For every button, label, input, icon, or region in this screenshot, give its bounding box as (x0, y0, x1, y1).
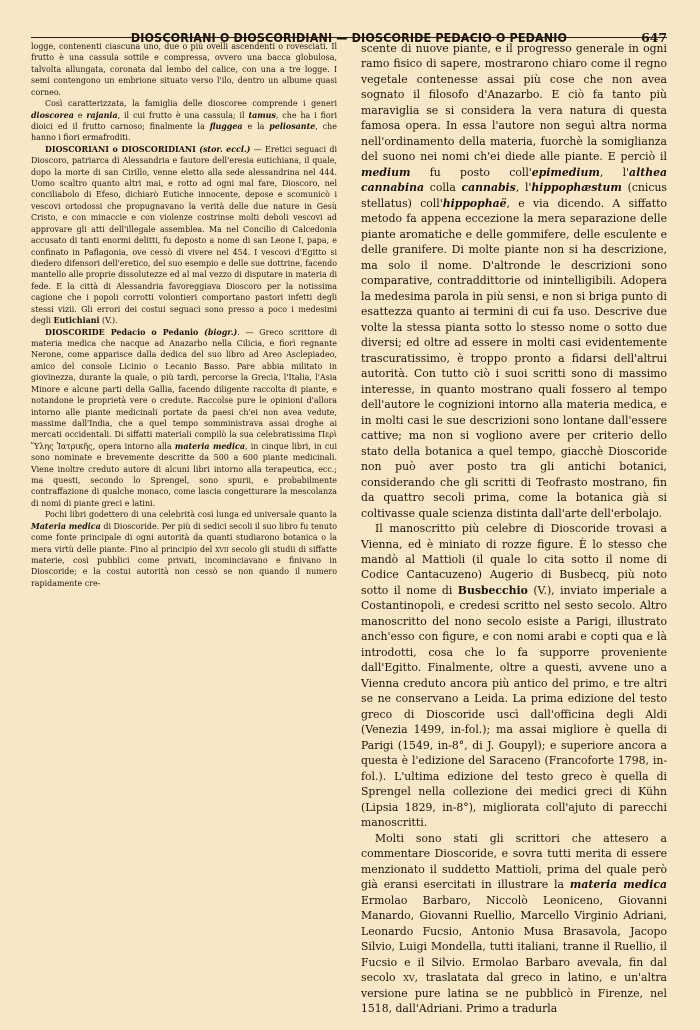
text-run: peliosante (269, 121, 316, 131)
text-run: secolo gli studii di siffatte materie, così pubblici come privati, incominciavano e finivano in Dioscoride; e la costui autorità non cessò se non quando il numero rapidamente cre- (31, 544, 337, 588)
right-column (361, 41, 667, 1017)
running-header (31, 0, 667, 45)
text-run: fluggea (209, 121, 243, 131)
entry-dioscoride (31, 327, 337, 510)
text-run: xv (403, 971, 415, 985)
text-run: medium (361, 165, 411, 179)
text-run: (V.). (99, 316, 118, 326)
text-run: , traslatata dal greco in latino, e un'altra versione pure latina se ne pubblicò in Firenze, nel 1518, dall'Adriani. Primo a tradurla (361, 971, 667, 1016)
text-run: rajania (86, 110, 118, 120)
text-run: Così caratterizzata, la famiglia delle dioscoree comprende i generi (45, 99, 337, 109)
text-run: , il cui frutto è una cassula; il (117, 110, 249, 120)
text-run: (stor. eccl.) (199, 144, 251, 154)
running-title: DIOSCORIANI O DIOSCORIDIANI — DIOSCORIDE PEDACIO O PEDANIO (130, 30, 568, 45)
text-run: e (73, 110, 87, 120)
text-run: scente di nuove piante, e il progresso generale in ogni ramo fisico di sapere, mostrarono chiaro come il regno vegetale contenesse assai più cose che non avea sognato il filosofo d'Anazarbo. E ciò fa tanto più maraviglia se si considera la vera natura di questa famosa opera. In essa l'autore non seguì altra norma nell'ordinamento della materia, fuorchè la somiglianza del suono nei nomi ch'ei diede alle piante. E perciò il (361, 42, 667, 164)
text-run: Il manoscritto più celebre di Dioscoride trovasi a Vienna, ed è miniato di rozze figure. È lo stesso che mandò al Mattioli (il quale lo cita sotto il nome di Codice Cantacuzeno) Augerio di Busbecq, più noto sotto il nome di (361, 522, 667, 597)
text-run: dioscorea (31, 110, 74, 120)
text-run: hippophaë (442, 196, 507, 210)
text-run: materia medica (569, 878, 668, 892)
text-run: epimedium (531, 165, 600, 179)
cross-reference: Busbecchio (457, 583, 528, 597)
left-column (31, 41, 337, 1017)
text-run: fu posto coll' (410, 165, 532, 179)
text-run: , l' (515, 181, 532, 195)
text-run: cannabis (461, 181, 516, 195)
text-run: , che hanno i fiori ermafroditi. (31, 121, 337, 143)
text-run: Molti sono stati gli scrittori che attesero a commentare Dioscoride, e sovra tutti merita di essere menzionato il suddetto Mattioli, prima del quale però già eransi esercitati in illustrare la (361, 831, 667, 892)
paragraph (361, 521, 667, 831)
greek-title: Περὶ Ὕλης Ἰατρικῆς (31, 430, 337, 451)
text-run: , opera intorno alla (92, 441, 175, 451)
paragraph (361, 41, 667, 521)
text-run: Ermolao Barbaro, Niccolò Leoniceno, Giovanni Manardo, Giovanni Ruellio, Marcello Virginio Adriani, Leonardo Fucsio, Antonio Musa Brasavola, Jacopo Silvio, Luigi Mondella, tutti italiani, tranne il Ruellio, il Fucsio e il Silvio. Ermolao Barbaro avevala, fin dal secolo (361, 893, 667, 985)
text-run: (biogr.) (204, 327, 238, 337)
text-run: (cnicus stellatus) coll' (361, 181, 667, 210)
page-number: 647 (641, 30, 667, 45)
paragraph (361, 831, 667, 1017)
cross-reference: Eutichiani (53, 316, 100, 326)
text-run: hippophæstum (531, 181, 622, 195)
text-run: di Dioscoride. Per più di sedici secoli il suo libro fu tenuto come fonte principale di ogni autorità da quanti studiarono botanica o la mera virtù delle piante. Fino al principio del (31, 521, 338, 554)
text-run: . — Greco scrittore di materia medica che nacque ad Anazarbo nella Cilicia, e fiorì regnante Nerone, come apparisce dalla dedica del suo libro ad Areo Asclepiadeo, amico del console Licinio o Lecanio Basso. Pare abbia militato in giovinezza, durante la quale, o più tardi, percorse la Grecia, l'Italia, l'Asia Minore e alcune parti della Gallia, facendo diligente raccolta di piante, e notandone le proprietà vere o credute. Raccolse pure le opinioni d'allora intorno alle piante medicinali portate da paesi ch'ei non avea vedute, massime dall'India, che a quel tempo somministrava assai droghe ai mercati occidentali. Di siffatti materiali compilò la sua celebratissima (31, 327, 337, 440)
text-run: , l' (599, 165, 630, 179)
text-run: Materia medica (31, 521, 101, 531)
entry-dioscoriani (31, 144, 337, 327)
text-run: , che ha i fiori dioici ed il frutto carnoso; finalmente la (31, 110, 337, 131)
text-run: Pochi libri godettero di una celebrità così lunga ed universale quanto la (45, 510, 337, 520)
paragraph (31, 98, 337, 144)
text-run: (V.), inviato imperiale a Costantinopoli, e credesi scritto nel sesto secolo. Altro manoscritto del nono secolo esiste a Parigi, illustrato anch'esso con figure, e con nomi arabi e copti qua e là introdotti, cosa che lo fa supporre proveniente dall'Egitto. Finalmente, oltre a questi, avvene uno a Vienna creduto ancora più antico del primo, e tre altri se ne conservano a Leida. La prima edizione del testo greco di Dioscoride uscì dall'officina degli Aldi (Venezia 1499, in-fol.); ma assai migliore è quella di Parigi (1549, in-8°, di J. Goupyl); e superiore ancora a questa è l'edizione del Saraceno (Francoforte 1798, in-fol.). L'ultima edizione del testo greco è quella di Sprengel nella collezione dei medici greci di Kühn (Lipsia 1829, in-8°), migliorata coll'ajuto di parecchi manoscritti. (361, 583, 667, 830)
text-run: logge, contenenti ciascuna uno, due o più ovelli ascendenti o rovesciati. Il frutto è una cassula sottile e compressa, ovvero una bacca globulosa, talvolta allungata, coronata dal lembo del calice, con una a tre logge. I semi contengono un embrione situato verso l'ilo, dentro un albume quasi corneo. (31, 42, 337, 97)
text-run: tamus (248, 110, 276, 120)
paragraph (31, 509, 337, 589)
text-run: xvii (215, 544, 229, 554)
text-run: — Eretici seguaci di Dioscoro, patriarca di Alessandria e fautore dell'eresia eutichiana, il quale, dopo la morte di san Cirillo, venne eletto alla sede alessandrina nel 444. Uomo scaltro quanto altri mai, e rotto ad ogni mal fare, Dioscoro, nel conciliabolo di Efeso, dichiarò Eutiche innocente, depose e scomunicò i vescovi ortodossi che propugnavano la verità delle due nature in Gesù Cristo, e con minaccie e con violenze costrinse molti deboli vescovi ad approvare gli atti dell'illegale assemblea. Ma nel Concilio di Calcedonia accusato di tanti enormi delitti, fu deposto a nome di san Leone I, papa, e confinato in Paflagonia, ove cessò di vivere nel 454. I vescovi d'Egitto si diedero difensori dell'eretico, del suo esempio e delle sue dottrine, facendo mantello alle proprie dissolutezze ed al mal vezzo di disputare in materia di fede. E la città di Alessandria favoreggiava Dioscoro per la notissima cagione che i popoli corrotti volontieri comportano pastori infetti degli stessi vizii. Gli errori dei costui seguaci sono presso a poco i medesimi degli (31, 144, 337, 326)
text-run: , in cinque libri, in cui sono nominate e brevemente descritte da 500 a 600 piante medicinali. Viene inoltre creduto autore di alcuni libri intorno alla terapeutica, ecc.; ma questi, secondo lo Sprengel, sono spurii, e probabilmente contraffazione di qualche monaco, come lascia congetturare la mescolanza di nomi di piante greci e latini. (31, 441, 338, 508)
entry-headword: DIOSCORIDE Pedacio o Pedanio (45, 327, 199, 337)
entry-headword: DIOSCORIANI o DIOSCORIDIANI (45, 144, 196, 154)
text-run: materia medica (174, 441, 245, 451)
paragraph (31, 41, 337, 98)
text-run: e la (242, 121, 270, 131)
text-run: althea cannabina (361, 165, 668, 195)
text-run: colla (424, 181, 462, 195)
text-columns (31, 41, 667, 1017)
text-run: , e via dicendo. A siffatto metodo fa appena eccezione la mera separazione delle piante aromatiche e delle gommifere, delle esculente e delle granifere. Di molte piante non si ha descrizione, ma solo il nome. D'altronde le descrizioni sono comparative, contraddittorie od inintelligibili. Adopera la medesima parola in più sensi, e non si briga punto di esattezza quanto ai termini di cui fa uso. Descrive due volte la stessa pianta sotto lo stesso nome o sotto due diversi; ed oltre ad essere in molti casi evidentemente trascuratissimo, è troppo pronto a fidarsi dell'altrui autorità. Con tutto ciò i suoi scritti sono di massimo interesse, in quanto mostrano quali fossero al tempo dell'autore le cognizioni intorno alla materia medica, e in molti casi le sue descrizioni sono lontane dall'essere cattive; ma non si vogliono avere per criterio dello stato della botanica a quel tempo, giacchè Dioscoride non può aver posto tra gli antichi botanici, considerando che gli scritti di Teofrasto mostrano, fin da quattro secoli prima, come la botanica già si coltivasse quale scienza distinta dall'arte dell'erbolajo. (361, 196, 668, 520)
